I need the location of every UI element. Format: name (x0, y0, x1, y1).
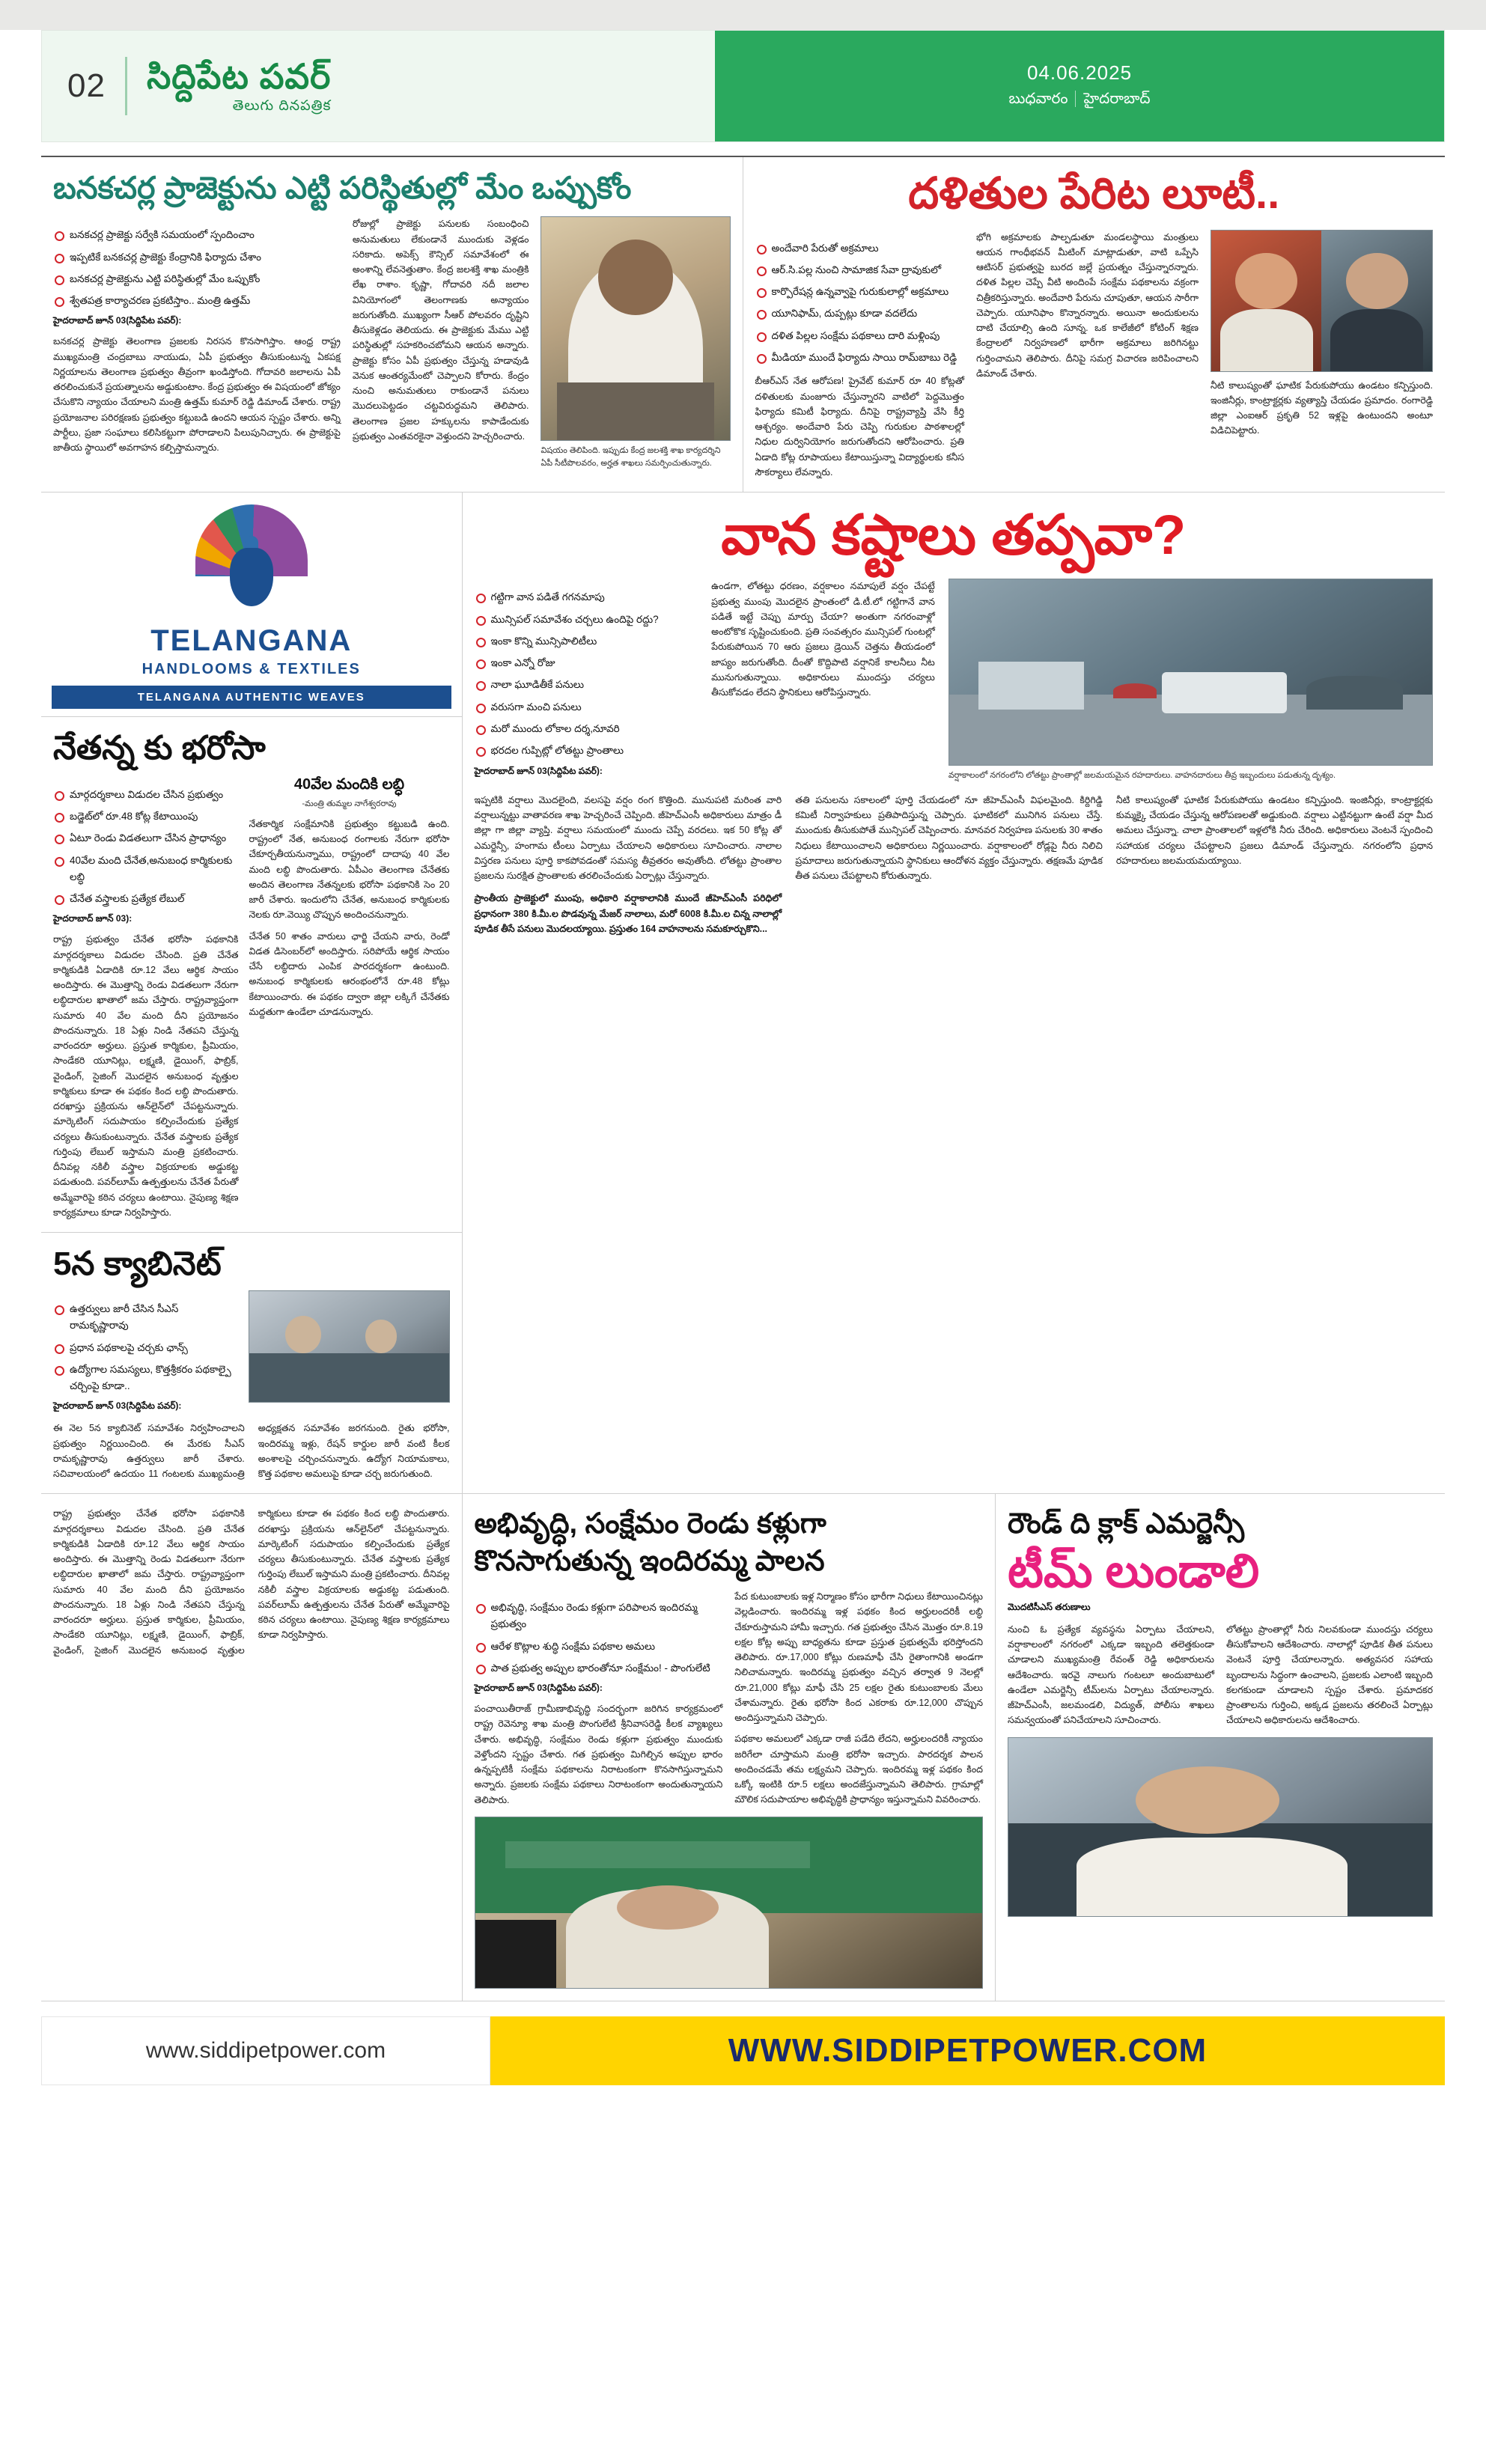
netanna-sub-body: నేతకార్మిక సంక్షేమానికి ప్రభుత్వం కట్టుబడి ఉంది. రాష్ట్రంలో నేత, అనుబంధ రంగాలకు నేరుగా భరోసా చేకూర్చతీయనున్నాము, రాష్ట్రంలో దాదాపు 40 వేల మంది లబ్ధి పొందుతారు. ఏపీఎం తెలంగాణ చేనేతకు అందిన తెలంగాణ నేతన్నలకు భరోసా పథకానికి సెం 20 జారీ చేశారు. ఇందులోని చేనేత, అనుబంధ కార్మికులకు నెలకు రూ.వెయ్యి చొప్పున అందించనున్నారు. (249, 818, 450, 921)
minister-photo (540, 216, 730, 441)
row-top (41, 156, 1445, 493)
ad-subtitle: HANDLOOMS & TEXTILES (141, 661, 361, 678)
page-number: 02 (67, 67, 106, 104)
netanna-sub-body2: చేనేత 50 శాతం వారులు ఛార్జి చేయని వారు, రెండో విడత డిసెంబర్‌లో అందిస్తారు. సరిపోయే ఆర్థిక సాయం చేసే లబ్ధిదారు ఎంపిక పారదర్శకంగా ఉంటుంది. అనుబంధ కార్మికులకు ఆరంభంలోనే రూ.48 కోట్లు కేటాయించారు. ఈ పథకం ద్వారా జిల్లా లక్కిగే చేనేతకు మద్దతుగా ఉండేలా చూడనున్నారు. (249, 930, 450, 1017)
list-item: చేనేత వస్త్రాలకు ప్రత్యేక లేబుల్ (53, 891, 238, 907)
list-item: బనకచర్ల ప్రాజెక్టును ఎట్టి పరిస్థితుల్లో మేం ఒప్పుకోం (53, 271, 341, 287)
paper-subtitle: తెలుగు దినపత్రిక (232, 98, 332, 115)
netanna-overflow: రాష్ట్ర ప్రభుత్వం చేనేత భరోసా పథకానికి మార్గదర్శకాలు విడుదల చేసింది. ప్రతి చేనేత కార్మికుడికి ఏడాదికి రూ.12 వేలు ఆర్థిక సాయం అందిస్తారు. ఈ మొత్తాన్ని రెండు విడతలుగా నేరుగా లబ్ధిదారుల ఖాతాలో జమ చేస్తారు. రాష్ట్రవ్యాప్తంగా సుమారు 40 వేల మంది దీని ప్రయోజనం పొందనున్నారు. 18 ఏళ్లు నిండి నేతపని చేస్తున్న వారందరూ అర్హులు. ప్రస్తుత కార్మికుల, ప్రీమియం, సాండేకరి యూనిట్లు, లక్ష్మణి, డైయింగ్, ఫాబ్రిక్, వైండింగ్, సైజింగ్ మొదలైన అనుబంధ వృత్తుల కార్మికులు కూడా ఈ పథకం కింద లబ్ధి పొందుతారు. దరఖాస్తు ప్రక్రియను ఆన్‌లైన్‌లో చేపట్టనున్నారు. మార్కెటింగ్ సదుపాయం కల్పించేందుకు ప్రత్యేక చర్యలు తీసుకుంటున్నారు. చేనేత వస్త్రాలకు ప్రత్యేక గుర్తింపు లేబుల్ ఇస్తామని మంత్రి ప్రకటించారు. దీనివల్ల నకిలీ వస్త్రాల విక్రయాలకు అడ్డుకట్ట పడుతుంది. పవర్‌లూమ్ ఉత్పత్తులను చేనేత పేరుతో అమ్మేవారిపై కఠిన చర్యలు ఉంటాయి. నైపుణ్య శిక్షణ కార్యక్రమాలు కూడా నిర్వహిస్తారు. (53, 1508, 450, 1656)
page-content (41, 156, 1445, 2001)
emergency-byline: మొదటిసీఎస్ తరుణాలు (1008, 1601, 1091, 1612)
list-item: దళిత పిల్లల సంక్షేమ పథకాలు దారి మళ్లింపు (755, 328, 965, 344)
indiramma-headline: అభివృద్ధి, సంక్షేమం రెండు కళ్లుగా కొనసాగుతున్న ఇందిరమ్మ పాలన (474, 1508, 826, 1577)
ad-strip: TELANGANA AUTHENTIC WEAVES (52, 686, 451, 709)
cabinet-headline: 5న క్యాబినెట్ (53, 1245, 222, 1283)
rain-photo (948, 579, 1433, 766)
list-item: శ్వేతపత్ర కార్యాచరణ ప్రకటిస్తాం.. మంత్రి ఉత్తమ్ (53, 293, 341, 309)
list-item: బడ్జెట్‌లో రూ.48 కోట్ల కేటాయింపు (53, 808, 238, 825)
peacock-logo-icon (188, 504, 315, 617)
rain-body4: నీటి కాలుష్యంతో ఘాటిక పేరుకుపోయు ఉండటం కన్పిస్తుంది. ఇంజినీర్లు, కాంట్రాక్టర్లకు కుమ్మక్కై చేయడం చేస్తున్న ఆరోపణలతో అడ్డుకుంది. వర్షాలు ఎట్టినట్టుగా ఉంటే వర్షా మీద అమలు చేస్తున్నా. చాలా ప్రాంతాలలో ఇళ్లలోకి నీరు చేరింది. అధికారులు వెంటనే స్పందించి సహాయక చర్యలు చేపట్టాలని ప్రజలు డిమాండ్ చేస్తున్నారు. నగరంలోని ప్రధాన రహదారులు జలమయమయ్యాయి. (1115, 794, 1433, 866)
article-rain (463, 493, 1446, 1493)
banakacharla-bullets (53, 227, 341, 309)
rain-body2: ఇప్పటికి వర్షాలు మొదలైంది, వలసపై వర్షం రంగ కొత్తింది. మునుపటి మరింత వారి వర్షాలున్నట్టు వాతావరణ శాఖ హెచ్చరించే చెప్పింది. జీహెచ్ఎంసీ అధికారులు మాత్రం డీ జిల్లా గా జిల్లా వ్యాప్తి. వర్షాలు సమయంలో ముందు చెప్పే వరదలు. ఇక 50 కోట్ల తో ఎమర్జెన్సీ, హంగామ టీంలు ఏర్పాటు చేయాలని అధికారులు సూచించారు. నాలాల విస్తరణ పనులు పూర్తి కాకపోవడంతో సమస్య తీవ్రతరం అవుతోంది. లోతట్టు ప్రాంతాల ప్రజలను సురక్షిత ప్రాంతాలకు తరలించేందుకు ఏర్పాట్లు చేస్తున్నారు. (474, 794, 782, 882)
list-item: ఏటూ రెండు విడతలుగా చేసిన ప్రాధాన్యం (53, 830, 238, 847)
footer-url-right[interactable]: WWW.SIDDIPETPOWER.COM (490, 2016, 1445, 2085)
banakacharla-body2: రోజుల్లో ప్రాజెక్టు పనులకు సంబంధించి అనుమతులు లేకుండానే ముందుకు వెళ్లడం సరికాదు. అపెక్స్ కౌన్సిల్ సమావేశంలో ఈ అంశాన్ని లేవనెత్తుతాం. కేంద్ర జలశక్తి శాఖ మంత్రికి లేఖ రాశాం. కృష్ణా, గోదావరి నదీ జలాల వినియోగంలో తెలంగాణకు అన్యాయం జరుగుతోంది. ముఖ్యంగా సీఆర్ పోలవరం దృష్టిని తీసుకెళ్లడం తెలియదు. ఈ ప్రాజెక్టుకు మేము ఎట్టి పరిస్థితుల్లో సహకరించబోమని ఆయన అన్నారు. ప్రాజెక్టు కోసం ఏపీ ప్రభుత్వం చేస్తున్న హడావుడి వెనుక ఆంతర్యమేంటో చెప్పాలని కోరారు. కేంద్రం నుంచి అనుమతులు రాకుండానే పనులు మొదలుపెట్టడం చట్టవిరుద్ధమని తెలిపారు. తెలంగాణ ప్రజల హక్కులను కాపాడేందుకు ప్రభుత్వం ఎంతవరకైనా వెళ్తుందని హెచ్చరించారు. (352, 219, 529, 442)
cabinet-photo (249, 1290, 449, 1403)
rain-photo-caption: వర్షాకాలంలో నగరంలోని లోతట్టు ప్రాంతాల్లో జలమయమైన రహదారులు. వాహనదారులు తీవ్ర ఇబ్బందులు పడుతున్న దృశ్యం. (948, 771, 1336, 781)
left-column (41, 493, 463, 1493)
list-item: ప్రధాన పథకాలపై చర్చకు ఛాన్స్ (53, 1340, 238, 1356)
list-item: వరుసగా మంచి పనులు (475, 699, 698, 716)
indiramma-body3: పథకాల అమలులో ఎక్కడా రాజీ పడేది లేదని, అర్హులందరికీ న్యాయం జరిగేలా చూస్తామని మంత్రి భరోసా ఇచ్చారు. పారదర్శక పాలన అందించడమే తమ లక్ష్యమని చెప్పారు. ఇందిరమ్మ ఇళ్ల పథకం కింద ఒక్కో ఇంటికి రూ.5 లక్షలు అందజేస్తున్నామని తెలిపారు. గ్రామాల్లో మౌలిక సదుపాయాల అభివృద్ధికి ప్రాధాన్యం ఇస్తున్నామని వివరించారు. (734, 1733, 983, 1805)
indiramma-photo (475, 1817, 984, 1989)
article-indiramma (463, 1494, 996, 2001)
masthead-right (715, 31, 1444, 141)
netanna-headline: నేతన్న కు భరోసా (53, 730, 266, 767)
list-item: బనకచర్ల ప్రాజెక్టు సర్వేకి సమయంలో స్పందించాం (53, 227, 341, 243)
banakacharla-headline: బనకచర్ల ప్రాజెక్టును ఎట్టి పరిస్థితుల్లో మేం ఒప్పుకోం (53, 171, 632, 205)
masthead (41, 30, 1445, 142)
masthead-left (42, 31, 715, 141)
rain-body1: ఉండగా, లోతట్టు ధరణం, వర్షకాలం నమాపులే వర్షం చేపట్టే ప్రభుత్వ ముంపు మొదలైన ప్రాంతంలో డి.టీ.లో గట్టిగానే వాన పడితే ఇట్టే చెప్పు మార్పు చేయా? అంతుగా నగరంవాళ్లో అంటోకొక సృష్టించుకుంది. ప్రతి సంవత్సరం మున్సిపల్ గుంటల్లో పేరుకుపోయిన 70 ఆరు ప్రజలు డ్రెయిన్ చెత్తను తీయడంలో జాప్యం జరుగుతోంది. దీంతో కొద్దిపాటి వర్షానికే కాలనీలు నీట మునుగుతున్నాయి. అధికారులు ముందస్తు చర్యలు తీసుకోవడం లేదని స్థానికులు ఆరోపిస్తున్నారు. (711, 581, 935, 698)
list-item: ఇప్పటికే బనకచర్ల ప్రాజెక్టు కేంద్రానికి ఫిర్యాదు చేశాం (53, 249, 341, 266)
netanna-byline: హైదరాబాద్ జూన్ 03): (53, 913, 133, 924)
masthead-title-block (147, 58, 331, 114)
emergency-headline1: రౌండ్ ది క్లాక్ ఎమర్జెన్సీ (1008, 1508, 1245, 1540)
indiramma-body2: పేద కుటుంబాలకు ఇళ్ల నిర్మాణం కోసం భారీగా నిధులు కేటాయించినట్లు వెల్లడించారు. ఇందిరమ్మ ఇళ్ల పథకం కింద అర్హులందరికీ లబ్ధి చేకూరుస్తామని హామీ ఇచ్చారు. గత ప్రభుత్వం చేసిన మొత్తం రూ.8.19 లక్షల కోట్ల అప్పు బాధ్యతను కూడా ప్రస్తుత ప్రభుత్వమే భరిస్తోందని తెలిపారు. రూ.17,000 కోట్లు రుణమాఫీ చేసి రైతాంగానికి అండగా నిలిచామన్నారు. ఇందిరమ్మ ప్రభుత్వం వచ్చిన తర్వాత 9 నెలల్లో రూ.21,000 కోట్లు మాఫీ చేసి 25 లక్షల రైతు కుటుంబాలకు మేలు చేశామన్నారు. రైతు భరోసా కింద ఎకరాకు రూ.12,000 చొప్పున అందిస్తున్నామని చెప్పారు. (734, 1591, 983, 1724)
list-item: అభివృద్ధి, సంక్షేమం రెండు కళ్లుగా పరిపాలన ఇందిరమ్మ ప్రభుత్వం (475, 1600, 723, 1633)
footer-url-left[interactable]: www.siddipetpower.com (41, 2016, 490, 2085)
list-item: 40వేల మంది చేనేత,అనుబంధ కార్మికులకు లబ్ధి (53, 853, 238, 886)
issue-edition: హైదరాబాద్ (1075, 91, 1157, 107)
list-item: అందేవారి పేరుతో అక్రమాలు (755, 240, 965, 257)
banakacharla-body: బనకచర్ల ప్రాజెక్టు తెలంగాణ ప్రజలకు నిరసన కొనసాగిస్తాం. ఆంధ్ర రాష్ట్ర ముఖ్యమంత్రి చంద్రబాబు నాయుడు, ఏపీ ప్రభుత్వం తీసుకుంటున్న ఏకపక్ష నిర్ణయాలను తెలంగాణ ప్రభుత్వం తీవ్రంగా ఖండిస్తోంది. గోదావరి జలాలను ఏపీ తరలించుకునే ప్రయత్నాలను అడ్డుకుంటాం. కేంద్ర ప్రభుత్వం ఈ విషయంలో జోక్యం చేసుకొని న్యాయం చేయాలని మంత్రి ఉత్తమ్ కుమార్ రెడ్డి డిమాండ్ చేశారు. రాష్ట్ర ప్రయోజనాల పరిరక్షణకు ప్రభుత్వం కట్టుబడి ఉందని ఆయన స్పష్టం చేశారు. అన్ని పార్టీలు, ప్రజా సంఘాలు కలిసికట్టుగా పోరాడాలని పిలుపునిచ్చారు. ఈ ప్రాజెక్టుపై జాతీయ స్థాయిలో అవగాహన కల్పిస్తామన్నారు. (53, 336, 341, 454)
list-item: యూనిఫామ్, దుప్పట్లు కూడా వదలేదు (755, 305, 965, 322)
netanna-sub-byline: -మంత్రి తుమ్మల నాగేశ్వరరావు (302, 799, 397, 808)
list-item: మార్గదర్శకాలు విడుదల చేసిన ప్రభుత్వం (53, 787, 238, 803)
list-item: గట్టిగా వాన పడితే గగనమాపు (475, 589, 698, 606)
banakacharla-photo-caption: విషయం తెలిపింది. ఇప్పుడు కేంద్ర జలశక్తి శాఖ కార్యదర్శిని ఏపీ సీటీపొలవరం, అర్హత శాఖలు సమర్పించుతున్నారు. (540, 446, 721, 468)
bottom-left-filler (41, 1494, 463, 2001)
paper-title: సిద్దిపేట పవర్ (146, 56, 332, 96)
rain-byline: హైదరాబాద్ జూన్ 03(సిద్దిపేట పవర్): (474, 765, 603, 776)
cabinet-body: ఈ నెల 5న క్యాబినెట్ సమావేశం నిర్వహించాలని ప్రభుత్వం నిర్ణయించింది. ఈ మేరకు సీఎస్ రామకృష్ణారావు ఉత్తర్వులు జారీ చేశారు. సచివాలయంలో ఉదయం 11 గంటలకు ముఖ్యమంత్రి అధ్యక్షతన సమావేశం జరగనుంది. రైతు భరోసా, ఇందిరమ్మ ఇళ్లు, రేషన్ కార్డుల జారీ వంటి కీలక అంశాలపై చర్చించనున్నారు. ఉద్యోగ నియామకాలు, కొత్త పథకాల అమలుపై కూడా చర్చ జరుగుతుంది. (53, 1423, 450, 1480)
rain-subcaption: ప్రాంతీయ ప్రాజెక్టులో ముంపు, అధికారి వర్షాకాలానికి ముందే జీహెచ్ఎంసీ పరిధిలో ప్రధానంగా 380 కి.మీ.ల పొడవున్న మేజర్ నాలాలు, మరో 6008 కి.మీ.ల చిన్న నాలాల్లో పూడిక తీసే పనులు మొదలయ్యాయి. ప్రస్తుతం 164 వాహనాలను సమకూర్చుకొని... (474, 893, 782, 934)
netanna-body: రాష్ట్ర ప్రభుత్వం చేనేత భరోసా పథకానికి మార్గదర్శకాలు విడుదల చేసింది. ప్రతి చేనేత కార్మికుడికి ఏడాదికి రూ.12 వేలు ఆర్థిక సాయం అందిస్తారు. ఈ మొత్తాన్ని రెండు విడతలుగా నేరుగా లబ్ధిదారుల ఖాతాలో జమ చేస్తారు. రాష్ట్రవ్యాప్తంగా సుమారు 40 వేల మంది దీని ప్రయోజనం పొందనున్నారు. 18 ఏళ్లు నిండి నేతపని చేస్తున్న వారందరూ అర్హులు. ప్రస్తుత కార్మికుల, ప్రీమియం, సాండేకరి యూనిట్లు, లక్ష్మణి, డైయింగ్, ఫాబ్రిక్, వైండింగ్, సైజింగ్ మొదలైన అనుబంధ వృత్తుల కార్మికులు కూడా ఈ పథకం కింద లబ్ధి పొందుతారు. దరఖాస్తు ప్రక్రియను ఆన్‌లైన్‌లో చేపట్టనున్నారు. మార్కెటింగ్ సదుపాయం కల్పించేందుకు ప్రత్యేక చర్యలు తీసుకుంటున్నారు. చేనేత వస్త్రాలకు ప్రత్యేక గుర్తింపు లేబుల్ ఇస్తామని మంత్రి ప్రకటించారు. దీనివల్ల నకిలీ వస్త్రాల విక్రయాలకు అడ్డుకట్ట పడుతుంది. పవర్‌లూమ్ ఉత్పత్తులను చేనేత పేరుతో అమ్మేవారిపై కఠిన చర్యలు ఉంటాయి. నైపుణ్య శిక్షణ కార్యక్రమాలు కూడా నిర్వహిస్తారు. (53, 934, 239, 1218)
emergency-body2: లోతట్టు ప్రాంతాల్లో నీరు నిలవకుండా ముందస్తు చర్యలు తీసుకోవాలని ఆదేశించారు. నాలాల్లో పూడిక తీత పనులు వెంటనే పూర్తి చేయాలన్నారు. అత్యవసర సహాయ బృందాలను సిద్ధంగా ఉంచాలని, ప్రజలకు ఎలాంటి ఇబ్బంది కలగకుండా చూడాలని స్పష్టం చేశారు. ప్రమాదకర ప్రాంతాలను గుర్తించి, అక్కడ ప్రజలను తరలించే ఏర్పాట్లు చేయాలని అధికారులను ఆదేశించారు. (1226, 1623, 1433, 1726)
dalit-photo (1211, 230, 1433, 372)
row-middle (41, 493, 1445, 1494)
list-item: భరదల గుప్పిట్లో లోతట్టు ప్రాంతాలు (475, 742, 698, 759)
article-netanna (41, 717, 462, 1233)
cabinet-bullets (53, 1301, 238, 1394)
ad-title: TELANGANA (150, 624, 353, 658)
list-item: ఆర్.సి.పల్ల నుంచి సామాజిక సేవా ద్రావుకులో (755, 262, 965, 278)
rain-bullets (475, 589, 698, 759)
article-cabinet (41, 1233, 462, 1493)
issue-place (1001, 91, 1157, 111)
newspaper-page (0, 30, 1486, 2464)
cabinet-byline: హైదరాబాద్ జూన్ 03(సిద్దిపేట పవర్): (53, 1400, 182, 1412)
indiramma-bullets (475, 1600, 723, 1677)
netanna-bullets (53, 787, 238, 908)
masthead-divider (125, 57, 127, 115)
dalit-body2: భోగి అక్రమాలకు పాల్పడుతూ మండలస్థాయి మంత్రులు ఆయన గాంధీభవన్ మీటింగ్ మాట్లాడుతూ, వాటి ఒప్పేసి ఆటిసర్ ప్రభుత్వపై బురద జల్లే ప్రయత్నం చేస్తున్నారన్నారు. దళిత పిల్లల చెప్పే వీటి అందింపే సంక్షేమ పథకాలను వక్రంగా చిత్రీకరిస్తున్నారు. అందేవారి పేరును చూపుతూ, ఆయన సారీగా చెప్పారు. యూనిఫాం కొన్నారన్నారు. అయినా అందుకులను దాటి చేయాల్సి ఉంది సూన్న. ఒక కాలేజీలో కోటింగ్ శిక్షణ కేంద్రాలలో నిర్వహణలో భారీగా అక్రమాలు జరిగినట్టు గుర్తించామని తెలిపారు. దీనిపై సమగ్ర విచారణ జరిపించాలని డిమాండ్ చేశారు. (976, 231, 1199, 379)
article-emergency (996, 1494, 1445, 2001)
list-item: ఇంకా కొన్ని మున్సిపాలిటీలు (475, 633, 698, 650)
netanna-sub-headline: 40వేల మందికి లబ్ధి (293, 775, 405, 793)
telangana-handlooms-ad (41, 493, 462, 717)
dalit-body3: నీటి కాలుష్యంతో ఘాటిక పేరుకుపోయు ఉండటం కన్పిస్తుంది. ఇంజినీర్లు, కాంట్రాక్టర్లకు వ్యత్యాస్తి చేయడం ప్రమాదం. రంగారెడ్డి జిల్లా ఎంఐఆర్ ప్రకృతి 52 ఇళ్లపై ఉంటుందని అంటూ విడిచిపెట్టారు. (1211, 379, 1433, 436)
list-item: మీడియా ముందే ఫిర్యాదు సాయి రామ్‌బాబు రెడ్డి (755, 350, 965, 366)
page-footer (41, 2016, 1445, 2085)
dalit-body: బీఆర్ఎస్ నేత ఆరోపణ! ప్రైవేట్ కుమార్ రూ 40 కోట్లతో దళితులకు మంజూరు చేస్తున్నారని వాటిలో పెద్దమొత్తం ఫిర్యాదు కమిటీ ఫిర్యాదు. దీనిపై రాష్ట్రవ్యాప్తి వేసి కీర్తి ఆశ్చర్యం. అందేవారి పేరు చెప్పి గురుకుల పాఠశాలల్లో నిధుల దుర్వినియోగం జరుగుతోందని ఆరోపించారు. ప్రతి ఏడాది కోట్ల రూపాయలు కేటాయిస్తున్నా విద్యార్థులకు కనీస సౌకర్యాలు లేవన్నారు. (755, 376, 965, 478)
indiramma-body: పంచాయితీరాజ్ గ్రామీణాభివృద్ధి సందర్భంగా జరిగిన కార్యక్రమంలో రాష్ట్ర రెవెన్యూ శాఖ మంత్రి పొంగులేటి శ్రీనివాసరెడ్డి కీలక వ్యాఖ్యలు చేశారు. అభివృద్ధి, సంక్షేమం రెండు కళ్లుగా ప్రభుత్వం ముందుకు వెళ్తోందని స్పష్టం చేశారు. గత ప్రభుత్వం మిగిల్చిన అప్పుల భారం ఉన్నప్పటికీ సంక్షేమ పథకాలను నిరాటంకంగా కొనసాగిస్తున్నామని అన్నారు. ప్రజలకు సంక్షేమ పథకాలు నిరాటంకంగా అందుతున్నాయని తెలిపారు. (474, 1704, 723, 1805)
dalit-headline: దళితుల పేరిట లూటీ.. (908, 169, 1280, 218)
rain-headline: వాన కష్టాలు తప్పవా? (721, 504, 1187, 567)
issue-day: బుధవారం (1008, 91, 1068, 107)
indiramma-byline: హైదరాబాద్ జూన్ 03(సిద్దిపేట పవర్): (474, 1683, 603, 1694)
banakacharla-byline: హైదరాబాద్ జూన్ 03(సిద్దిపేట పవర్): (53, 315, 182, 326)
cm-photo (1008, 1737, 1433, 1917)
article-dalit (743, 157, 1446, 492)
list-item: ఆరేళ కొట్లాల శుద్ధి సంక్షేమ పథకాల అమలు (475, 1638, 723, 1655)
dalit-bullets (755, 240, 965, 367)
list-item: పాత ప్రభుత్వ అప్పుల భారంతోనూ సంక్షేమం! - పొంగులేటి (475, 1660, 723, 1677)
list-item: నాలా ఘూడితీకే పనులు (475, 677, 698, 693)
list-item: ఇంకా ఎన్నో రోజు (475, 655, 698, 671)
list-item: ఉత్తర్వులు జారీ చేసిన సీఎస్ రామకృష్ణారావు (53, 1301, 238, 1335)
issue-date: 04.06.2025 (1026, 61, 1133, 84)
article-banakacharla (41, 157, 743, 492)
rain-body3: తతి పనులను సకాలంలో పూర్తి చేయడంలో నూ జీహెచ్ఎంసీ విఫలమైంది. కిర్దిగిడ్డి కమిటీ నిర్వాహకులు ప్రతిపాదిస్తున్న చెప్పారు. ఘాటికలో మునిగిన పనులు చేస్తే. ముందుకు తీసుకుపోతే మున్సిపల్ చెప్పించారు. మానవర నిర్వహణ పనులకు 30 శాతం నిధులు కేటాయించాలని అధికారులు నిర్ణయించారు. వర్షాకాలంలో రోడ్లపై నీరు నిలిచి ప్రమాదాలు జరుగుతున్నాయని స్థానికులు ఆందోళన వ్యక్తం చేస్తున్నారు. తక్షణమే పూడిక తీత పనులు చేపట్టాలని కోరుతున్నారు. (795, 794, 1103, 882)
list-item: ఉద్యోగాల సమస్యలు, కొత్తశ్రీకరం పథకాల్పై చర్చింపై కూడా.. (53, 1361, 238, 1395)
list-item: కార్పొరేషన్ల ఉన్నవ్వాపై గురుకులాల్లో అక్రమాలు (755, 284, 965, 300)
emergency-body: నుంచి ఓ ప్రత్యేక వ్యవస్థను ఏర్పాటు చేయాలని, వర్షాకాలంలో నగరంలో ఎక్కడా ఇబ్బంది తలెత్తకుండా చూడాలని ముఖ్యమంత్రి రేవంత్ రెడ్డి అధికారులను ఆదేశించారు. ఇరవై నాలుగు గంటలూ అందుబాటులో ఉండేలా ఎమర్జెన్సీ టీమ్‌లను ఏర్పాటు చేయాలన్నారు. జీహెచ్ఎంసీ, జలమండలి, విద్యుత్, పోలీసు శాఖలు సమన్వయంతో పనిచేయాలని సూచించారు. (1008, 1623, 1214, 1726)
list-item: మరో ముందు లోకాల దర్శ,నూవరి (475, 721, 698, 737)
row-bottom (41, 1494, 1445, 2001)
emergency-headline2: టీమ్ లుండాలి (1008, 1545, 1260, 1597)
list-item: మున్సిపల్ సమావేశం చర్చలు ఉందిపై రద్దు? (475, 612, 698, 628)
